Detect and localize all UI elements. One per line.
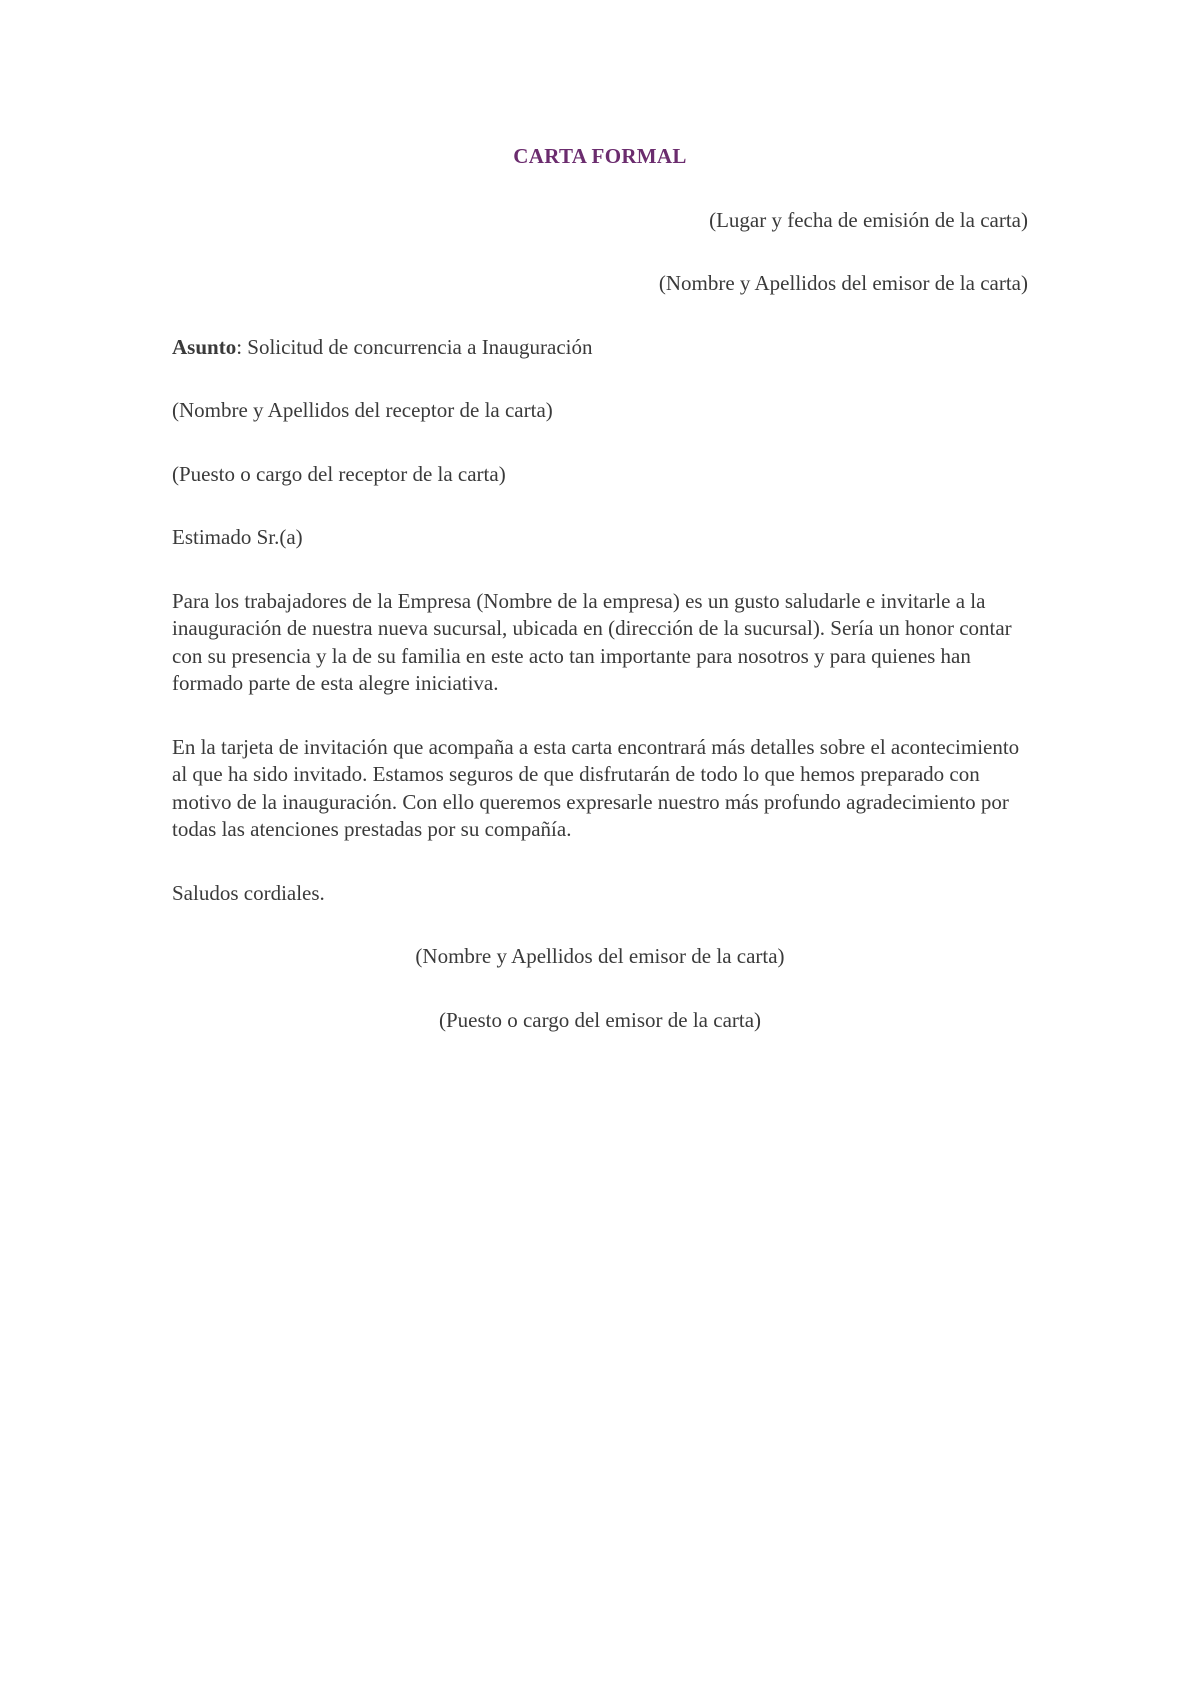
letter-title: CARTA FORMAL — [513, 144, 687, 168]
subject-label: Asunto — [172, 334, 237, 359]
subject-line — [172, 334, 1028, 362]
sender-name-top: (Nombre y Apellidos del emisor de la carta) — [658, 271, 1028, 295]
greeting: Estimado Sr.(a) — [172, 525, 303, 549]
paragraph-1: Para los trabajadores de la Empresa (Nombre de la empresa) es un gusto saludarle e invitarle a la inauguración de nuestra nueva sucursal, ubicada en (dirección de la sucursal). Sería un honor contar con su presencia y la de su familia en este acto tan importante para nosotros y para quienes han formado parte de esta alegre iniciativa. — [172, 588, 1012, 695]
sender-position: (Puesto o cargo del emisor de la carta) — [438, 1007, 762, 1032]
paragraph-2: En la tarjeta de invitación que acompaña a esta carta encontrará más detalles sobre el acontecimiento al que ha sido invitado. Estamos seguros de que disfrutarán de todo lo que hemos preparado con motivo de la inauguración. Con ello queremos expresarle nuestro más profundo agradecimiento por todas las atenciones prestadas por su compañía. — [172, 734, 1020, 841]
subject-text: : Solicitud de concurrencia a Inauguración — [236, 334, 593, 359]
recipient-name: (Nombre y Apellidos del receptor de la carta) — [172, 398, 553, 422]
letter-body — [172, 143, 1028, 1070]
sender-name-bottom: (Nombre y Apellidos del emisor de la carta) — [415, 944, 785, 968]
closing: Saludos cordiales. — [172, 880, 325, 905]
recipient-position: (Puesto o cargo del receptor de la carta) — [172, 461, 506, 486]
place-date: (Lugar y fecha de emisión de la carta) — [709, 207, 1028, 232]
